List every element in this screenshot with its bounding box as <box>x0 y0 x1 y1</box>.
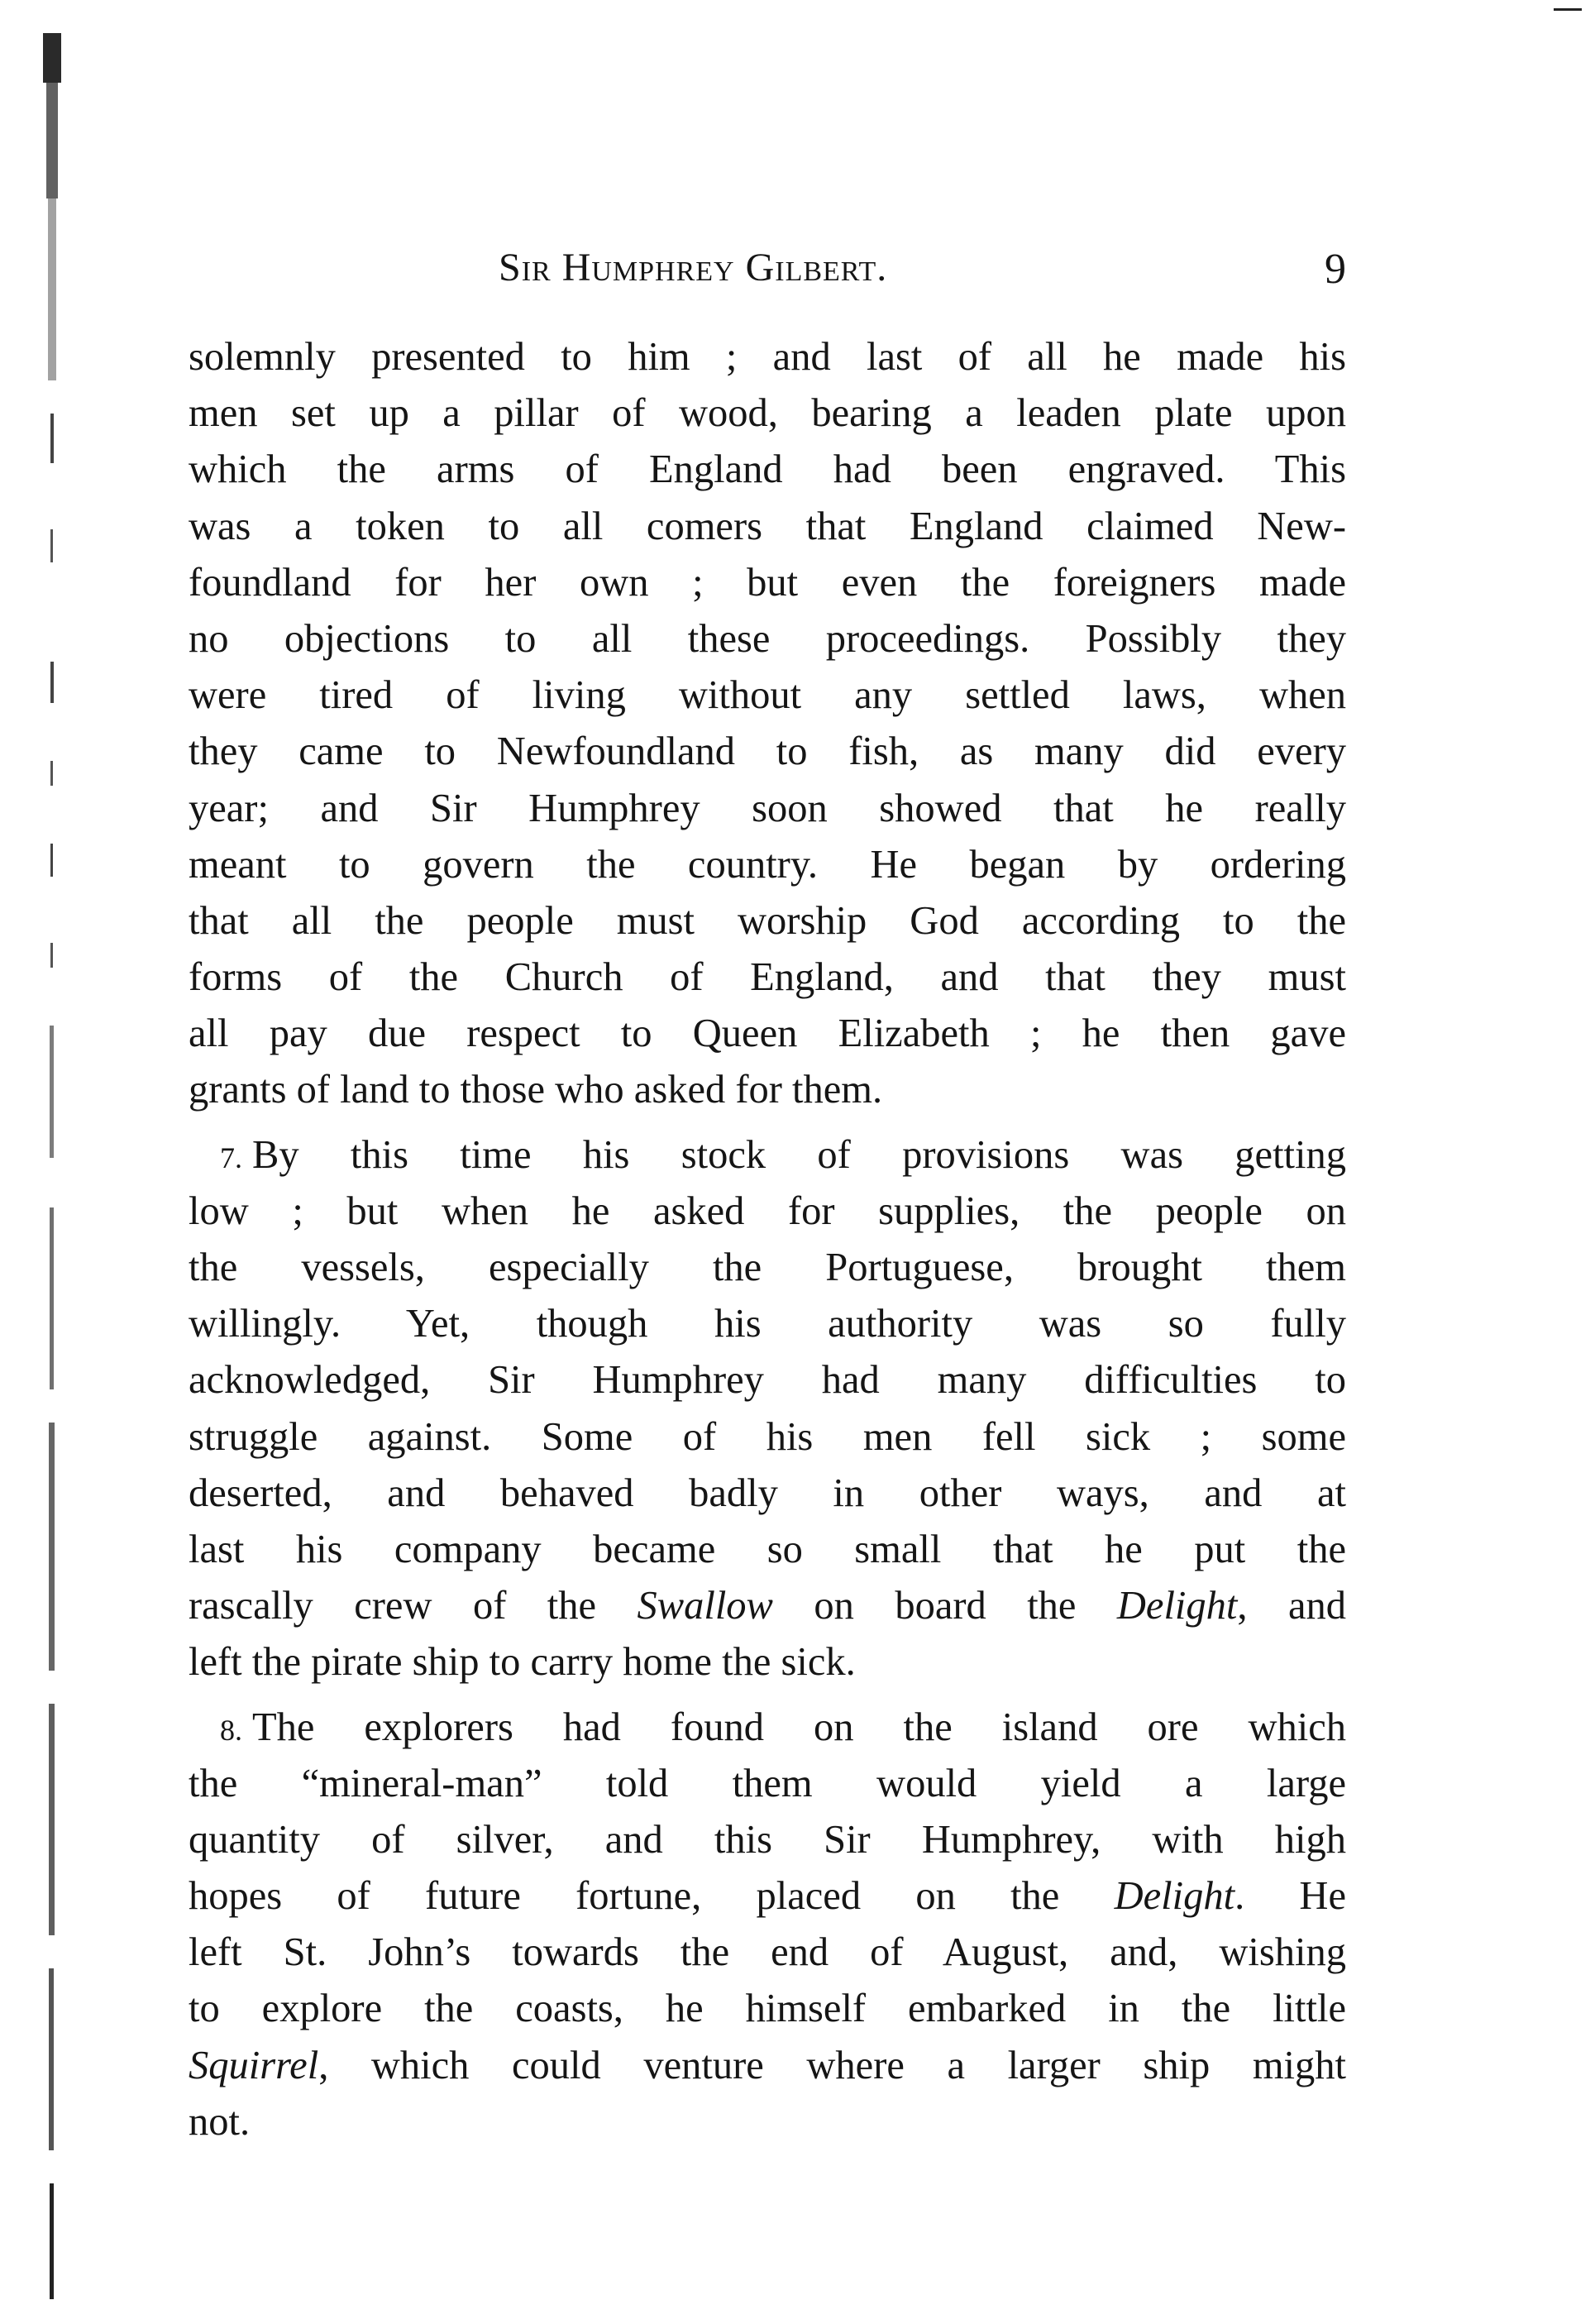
text-run: The explorers had found on the island ore which <box>252 1705 1346 1749</box>
text-line: last his company became so small that he put the <box>189 1527 1346 1571</box>
text-line: no objections to all these proceedings. Possibly they <box>189 616 1346 661</box>
ship-name-delight: Delight <box>1116 1584 1238 1628</box>
text-run: By this time his stock of provisions was getting <box>252 1132 1346 1177</box>
text-run: on board the <box>772 1584 1117 1628</box>
text-line: year; and Sir Humphrey soon showed that he really <box>189 786 1346 830</box>
text-run: , which could venture where a larger ship might <box>318 2043 1346 2087</box>
text-line <box>189 1127 1346 1184</box>
paragraph-7 <box>189 1127 1346 1691</box>
text-run: rascally crew of the <box>189 1584 638 1628</box>
text-line: which the arms of England had been engraved. This <box>189 447 1346 492</box>
page-number: 9 <box>1325 246 1346 293</box>
text-line: solemnly presented to him ; and last of all he made his <box>189 335 1346 379</box>
binding-edge-decoration <box>40 33 89 2299</box>
text-line: to explore the coasts, he himself embarked in the little <box>189 1987 1346 2031</box>
text-line <box>189 1868 1346 1925</box>
running-header <box>189 245 1346 311</box>
ship-name-squirrel: Squirrel <box>189 2043 319 2087</box>
text-line: the vessels, especially the Portuguese, brought them <box>189 1246 1346 1289</box>
text-line: acknowledged, Sir Humphrey had many difficulties to <box>189 1358 1346 1403</box>
text-line <box>189 1700 1346 1756</box>
text-line: willingly. Yet, though his authority was so fully <box>189 1302 1346 1346</box>
binding-edge-icon <box>40 33 89 2299</box>
scan-corner-mark <box>1554 8 1582 11</box>
text-run: . He <box>1234 1874 1346 1919</box>
text-line: left St. John’s towards the end of August, and, wishing <box>189 1930 1346 1975</box>
text-line: meant to govern the country. He began by ordering <box>189 842 1346 887</box>
text-line: they came to Newfoundland to fish, as many did every <box>189 729 1346 774</box>
text-line: struggle against. Some of his men fell sick ; some <box>189 1414 1346 1459</box>
text-line: was a token to all comers that England claimed New- <box>189 504 1346 548</box>
ship-name-swallow: Swallow <box>637 1584 773 1628</box>
text-run: hopes of future fortune, placed on the <box>189 1874 1115 1919</box>
text-line: deserted, and behaved badly in other ways, and at <box>189 1470 1346 1515</box>
ship-name-delight: Delight <box>1114 1874 1235 1919</box>
text-line: foundland for her own ; but even the foreigners made <box>189 560 1346 605</box>
text-line: men set up a pillar of wood, bearing a leaden plate upon <box>189 391 1346 436</box>
text-line: that all the people must worship God according to the <box>189 898 1346 943</box>
text-line: low ; but when he asked for supplies, the people on <box>189 1188 1346 1233</box>
text-line: all pay due respect to Queen Elizabeth ; he then gave <box>189 1011 1346 1056</box>
text-line: were tired of living without any settled laws, when <box>189 673 1346 718</box>
text-line: grants of land to those who asked for them. <box>189 1068 883 1112</box>
text-line: quantity of silver, and this Sir Humphrey, with high <box>189 1817 1346 1862</box>
paragraph-8 <box>189 1700 1346 2151</box>
text-line: the “mineral-man” told them would yield a large <box>189 1761 1346 1805</box>
body-text <box>189 329 1346 2159</box>
text-line: left the pirate ship to carry home the sick. <box>189 1640 856 1685</box>
paragraph-number: 7. <box>220 1140 242 1174</box>
text-line: forms of the Church of England, and that they must <box>189 955 1346 1000</box>
text-line <box>189 2038 1346 2094</box>
paragraph-number: 8. <box>220 1713 242 1747</box>
text-run: , and <box>1237 1584 1346 1628</box>
paragraph-continuation <box>189 329 1346 1119</box>
text-line: not. <box>189 2099 251 2144</box>
text-line <box>189 1578 1346 1634</box>
running-title: Sir Humphrey Gilbert. <box>499 246 888 289</box>
